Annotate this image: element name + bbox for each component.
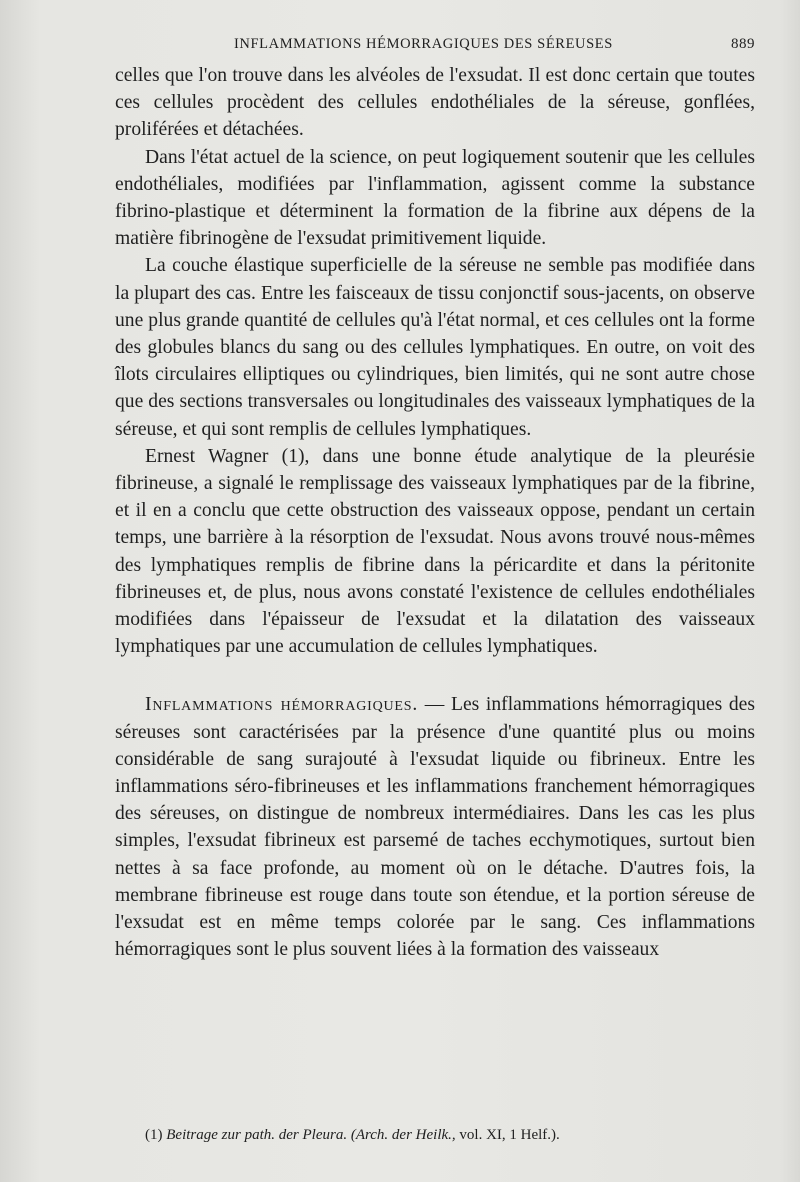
section-text: Les inflammations hémorragiques des séreuses sont caractérisées par la présence d'une quantité plus ou moins considérable de sang surajouté à l'exsudat liquide ou fibrineux. Entre les inflammations séro-fibrineuses et les inflammations franchement hémorragiques des séreuses, on distingue de nombreux intermédiaires. Dans les cas les plus simples, l'exsudat fibrineux est parsemé de taches ecchymotiques, surtout bien nettes à sa face profonde, au moment où on le détache. D'autres fois, la membrane fibrineuse est rouge dans toute son étendue, et la portion séreuse de l'exsudat est en même temps colorée par le sang. Ces inflammations hémorragiques sont le plus souvent liées à la formation des vaisseaux: [115, 694, 756, 961]
running-title: INFLAMMATIONS HÉMORRAGIQUES DES SÉREUSES: [234, 36, 613, 52]
footnote-source: (Arch. der Heilk.,: [350, 1127, 456, 1143]
footnote-title: Beitrage zur path. der Pleura.: [166, 1127, 348, 1143]
paragraph-wagner: Ernest Wagner (1), dans une bonne étude analytique de la pleurésie fibrineuse, a signalé le remplissage des vaisseaux lymphatiques par de la fibrine, et il en a conclu que cette obstruction des vaisseaux oppose, pendant un certain temps, une barrière à la résorption de l'exsudat. Nous avons trouvé nous-mêmes des lymphatiques remplis de fibrine dans la péricardite et dans la péritonite fibrineuses et, de plus, nous avons constaté l'existence de cellules endothéliales modifiées dans l'épaisseur de l'exsudat et la dilatation des vaisseaux lymphatiques par une accumulation de cellules lymphatiques.: [115, 445, 755, 658]
section-dash: —: [418, 694, 451, 716]
paragraph-hemorrhagic-inflammations: [115, 691, 755, 963]
paragraph-continuation: celles que l'on trouve dans les alvéoles de l'exsudat. Il est donc certain que toutes ces cellules procèdent des cellules endothéliales de la séreuse, gonflées, proliférées et détachées.: [115, 65, 755, 141]
footnote-volume: vol. XI, 1 Helf.).: [459, 1127, 560, 1143]
paragraph-elastic-layer: La couche élastique superficielle de la séreuse ne semble pas modifiée dans la plupart des cas. Entre les faisceaux de tissu conjonctif sous-jacents, on observe une plus grande quantité de cellules qu'à l'état normal, et ces cellules ont la forme des globules blancs du sang ou des cellules lymphatiques. En outre, on voit des îlots circulaires elliptiques ou cylindriques, bien limités, qui ne sont autre chose que des sections transversales ou longitudinales des vaisseaux lymphatiques de la séreuse, et qui sont remplis de cellules lymphatiques.: [115, 255, 755, 440]
footnote-marker: (1): [145, 1127, 163, 1143]
page-number: 889: [731, 36, 755, 52]
section-heading: Inflammations hémorragiques.: [145, 694, 419, 716]
paragraph-fibrino-plastic: Dans l'état actuel de la science, on peut logiquement soutenir que les cellules endothéliales, modifiées par l'inflammation, agissent comme la substance fibrino-plastique et déterminent la formation de la fibrine aux dépens de la matière fibrinogène de l'exsudat primitivement liquide.: [115, 146, 755, 250]
footnote: [145, 1125, 765, 1145]
body-text: [115, 62, 755, 964]
running-head: [110, 36, 755, 58]
